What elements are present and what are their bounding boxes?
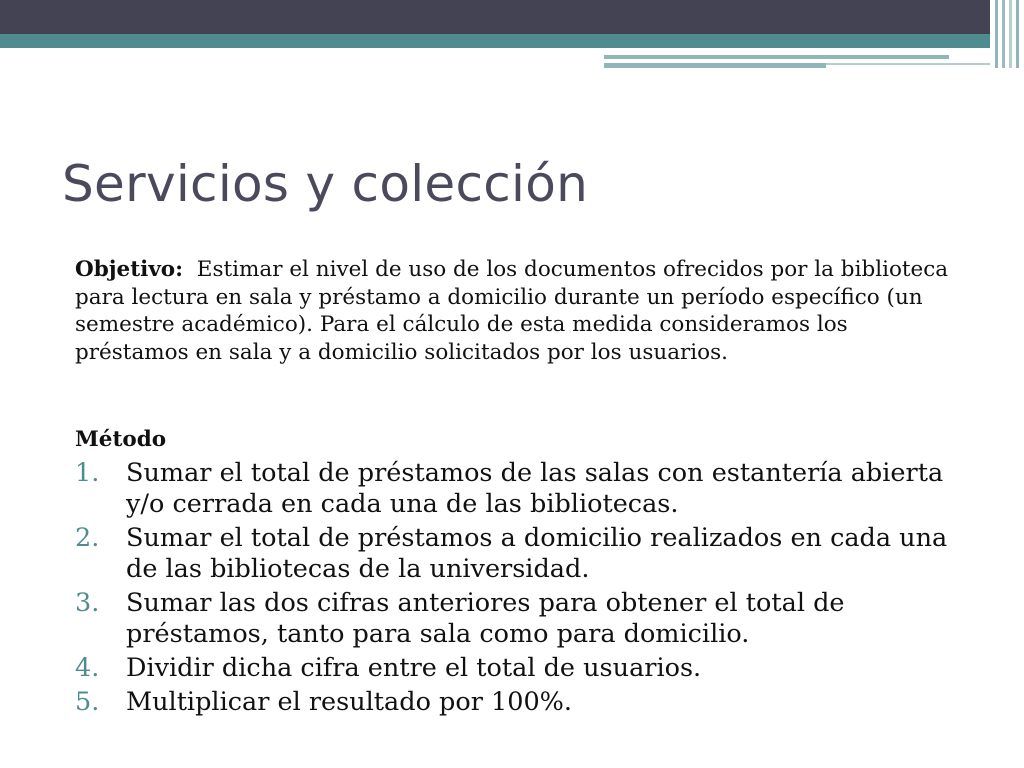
step-text: Multiplicar el resultado por 100%. <box>126 687 573 717</box>
method-step <box>75 653 955 684</box>
step-text: Sumar las dos cifras anteriores para obtener el total de préstamos, tanto para sala como para domicilio. <box>126 588 845 649</box>
method-step <box>75 687 955 718</box>
step-number: 4. <box>75 653 100 683</box>
objective-text: Estimar el nivel de uso de los documentos ofrecidos por la biblioteca para lectura en sala y préstamo a domicilio durante un período específico (un semestre académico). Para el cálculo de esta medida consideramos los préstamos en sala y a domicilio solicitados por los usuarios. <box>75 257 949 365</box>
step-text: Sumar el total de préstamos de las salas con estantería abierta y/o cerrada en cada una de las bibliotecas. <box>126 458 944 519</box>
step-number: 2. <box>75 523 100 553</box>
header-vertical-stripes <box>990 0 1024 68</box>
method-heading: Método <box>75 427 167 452</box>
header-accent-line <box>604 63 826 68</box>
header-accent-line <box>604 55 949 59</box>
method-steps-list <box>75 458 955 721</box>
method-step <box>75 523 955 585</box>
step-number: 3. <box>75 588 100 618</box>
step-number: 1. <box>75 458 100 488</box>
slide-title: Servicios y colección <box>62 155 589 213</box>
objective-label: Objetivo: <box>75 257 184 282</box>
step-text: Sumar el total de préstamos a domicilio realizados en cada una de las bibliotecas de la universidad. <box>126 523 948 584</box>
header-accent-line <box>826 63 996 65</box>
method-step <box>75 458 955 520</box>
objective-paragraph <box>75 256 965 366</box>
header-teal-band <box>0 34 990 48</box>
method-step <box>75 588 955 650</box>
header-dark-band <box>0 0 1024 34</box>
step-text: Dividir dicha cifra entre el total de usuarios. <box>126 653 702 683</box>
step-number: 5. <box>75 687 100 717</box>
